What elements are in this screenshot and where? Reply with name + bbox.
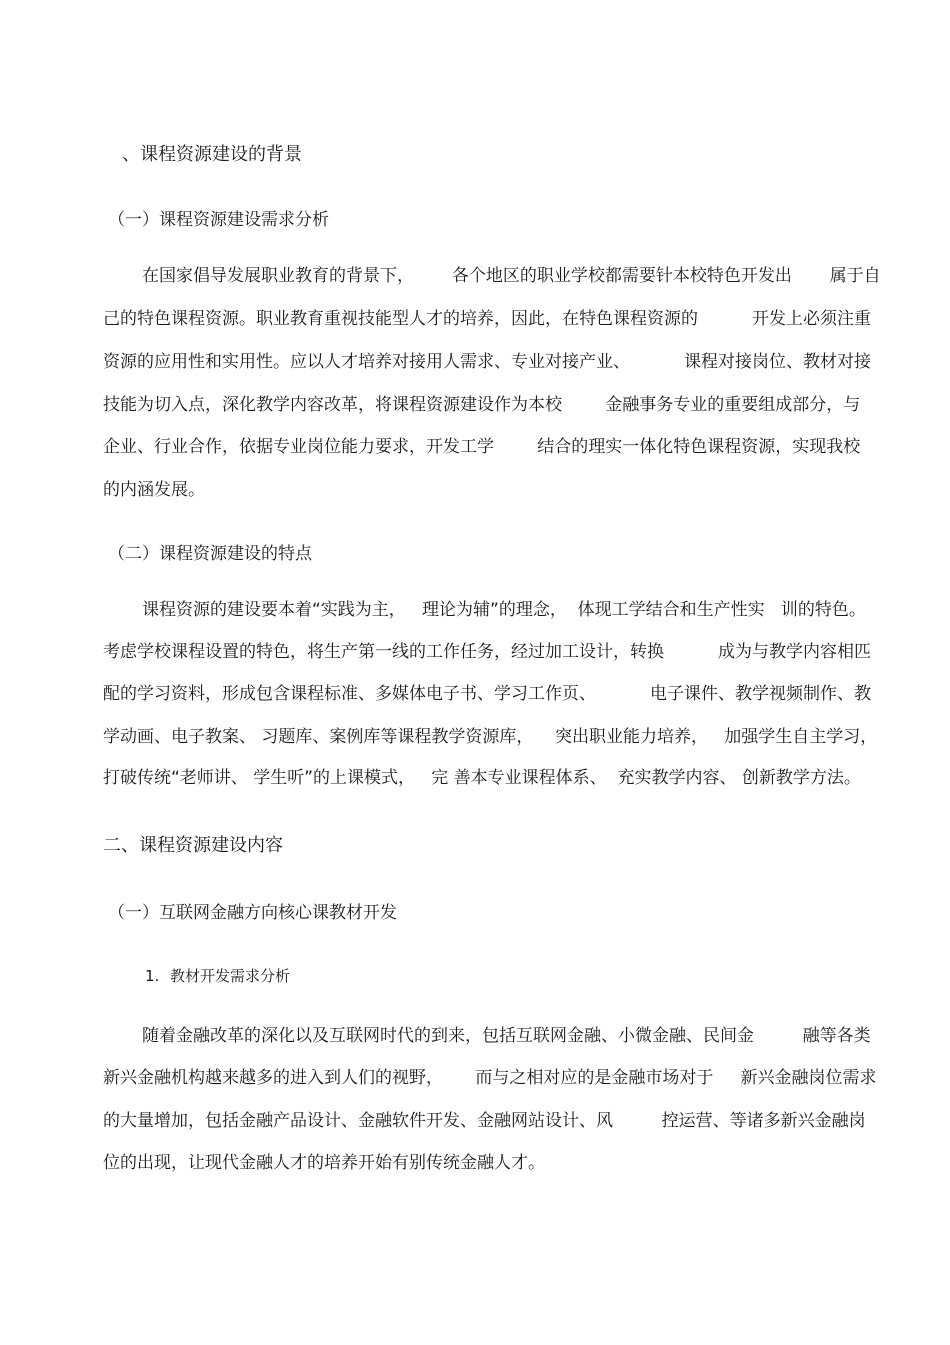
- paragraph-line: 课程资源的建设要本着“实践为主， 理论为辅”的理念， 体现工学结合和生产性实 训的特色。: [142, 600, 866, 620]
- section-heading-background: 、课程资源建设的背景: [122, 144, 302, 165]
- subsection-title-demand-analysis: （一）课程资源建设需求分析: [108, 210, 329, 230]
- paragraph-line: 新兴金融机构越来越多的进入到人们的视野， 而与之相对应的是金融市场对于 新兴金融岗位需求: [103, 1068, 877, 1088]
- paragraph-line: 的内涵发展。: [103, 480, 205, 500]
- subsection-title-characteristics: （二）课程资源建设的特点: [108, 544, 312, 564]
- section-heading-content: 二、课程资源建设内容: [103, 835, 283, 856]
- paragraph-line: 企业、行业合作，依据专业岗位能力要求，开发工学 结合的理实一体化特色课程资源，实现我校: [103, 437, 861, 457]
- paragraph-line: 打破传统“老师讲、 学生听”的上课模式， 完 善本专业课程体系、 充实教学内容、 创新教学方法。: [103, 768, 861, 788]
- paragraph-line: 技能为切入点，深化教学内容改革，将课程资源建设作为本校 金融事务专业的重要组成部分，与: [103, 395, 861, 415]
- paragraph-line: 己的特色课程资源。职业教育重视技能型人才的培养，因此，在特色课程资源的 开发上必须注重: [103, 309, 872, 329]
- item-title: 教材开发需求分析: [170, 967, 291, 985]
- paragraph-line: 随着金融改革的深化以及互联网时代的到来，包括互联网金融、小微金融、民间金 融等各类: [142, 1026, 871, 1046]
- paragraph-line: 资源的应用性和实用性。应以人才培养对接用人需求、专业对接产业、 课程对接岗位、教材对接: [103, 352, 872, 372]
- paragraph-line: 学动画、电子教案、 习题库、案例库等课程教学资源库， 突出职业能力培养， 加强学生自主学习，: [103, 727, 878, 747]
- paragraph-line: 考虑学校课程设置的特色，将生产第一线的工作任务，经过加工设计，转换 成为与教学内容相匹: [103, 642, 872, 662]
- item-number: 1.: [145, 967, 160, 985]
- paragraph-line: 在国家倡导发展职业教育的背景下， 各个地区的职业学校都需要针本校特色开发出 属于自: [142, 266, 881, 286]
- paragraph-line: 的大量增加，包括金融产品设计、金融软件开发、金融网站设计、风 控运营、等诸多新兴金融岗: [103, 1111, 866, 1131]
- paragraph-line: 位的出现，让现代金融人才的培养开始有别传统金融人才。: [103, 1153, 545, 1173]
- subsection-title-textbook-development: （一）互联网金融方向核心课教材开发: [108, 903, 397, 923]
- paragraph-line: 配的学习资料，形成包含课程标准、多媒体电子书、学习工作页、 电子课件、教学视频制作、教: [103, 684, 872, 704]
